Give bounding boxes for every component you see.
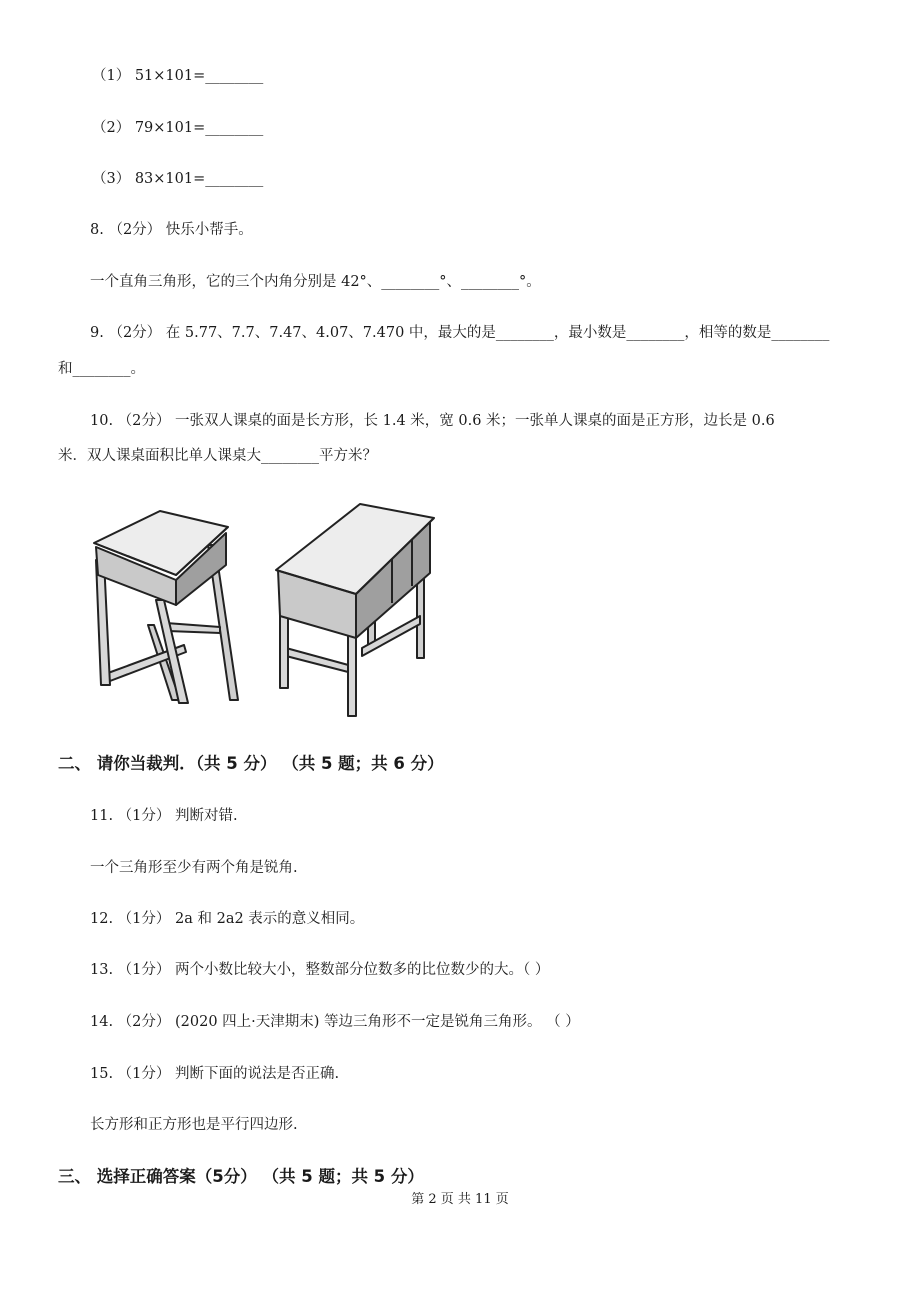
question-9: 9. （2分） 在 5.77、7.7、7.47、4.07、7.470 中，最大的是________，最小数是________，相等的数是________ <box>90 325 830 341</box>
q7-item-3: （3） 83×101=________ <box>92 171 264 187</box>
question-14: 14. （2分） (2020 四上·天津期末) 等边三角形不一定是锐角三角形。 （ ） <box>90 1014 580 1030</box>
question-12: 12. （1分） 2a 和 2a2 表示的意义相同。 <box>90 911 365 927</box>
question-10-cont: 米．双人课桌面积比单人课桌大________平方米？ <box>58 448 377 464</box>
double-desk-illustration <box>272 498 442 718</box>
q7-item-1: （1） 51×101=________ <box>92 68 264 84</box>
page-footer: 第 2 页 共 11 页 <box>411 1192 509 1207</box>
single-desk-illustration <box>88 505 248 710</box>
q7-item-2: （2） 79×101=________ <box>92 120 264 136</box>
question-15-body: 长方形和正方形也是平行四边形. <box>90 1117 298 1133</box>
question-11-body: 一个三角形至少有两个角是锐角. <box>90 860 298 876</box>
question-8-body: 一个直角三角形，它的三个内角分别是 42°、________°、________°。 <box>90 274 541 290</box>
section-2-heading: 二、 请你当裁判．（共 5 分） （共 5 题；共 6 分） <box>58 754 444 773</box>
question-13: 13. （1分） 两个小数比较大小，整数部分位数多的比位数少的大。（ ） <box>90 962 550 978</box>
question-11: 11. （1分） 判断对错. <box>90 808 238 824</box>
section-3-heading: 三、 选择正确答案（5分） （共 5 题；共 5 分） <box>58 1167 424 1186</box>
question-8: 8. （2分） 快乐小帮手。 <box>90 222 253 238</box>
question-15: 15. （1分） 判断下面的说法是否正确. <box>90 1066 340 1082</box>
question-9-cont: 和________。 <box>58 361 145 377</box>
question-10: 10. （2分） 一张双人课桌的面是长方形，长 1.4 米，宽 0.6 米；一张单人课桌的面是正方形，边长是 0.6 <box>90 413 775 429</box>
